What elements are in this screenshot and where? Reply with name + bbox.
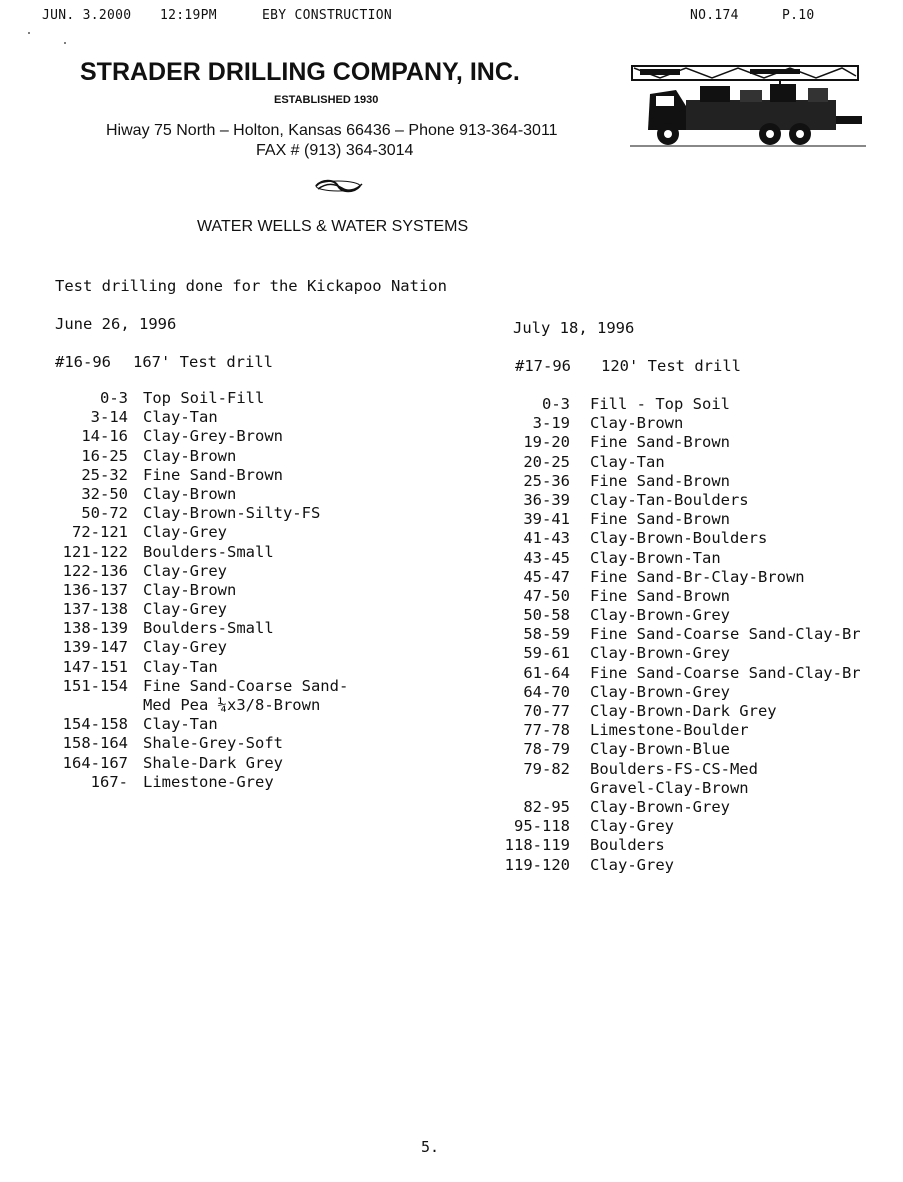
log-material: Clay-Grey: [590, 855, 674, 874]
log-material: Med Pea ¼x3/8-Brown: [143, 696, 321, 714]
log-depth: 25-36: [523, 471, 570, 490]
drilling-truck-icon: [630, 60, 866, 152]
log-depth: 72-121: [72, 523, 128, 542]
log-row: [498, 683, 861, 702]
log-row: [48, 408, 348, 427]
log-depth: 78-79: [523, 740, 570, 759]
log-row: [498, 606, 861, 625]
log-row: [498, 798, 861, 817]
log-material: Boulders-Small: [143, 619, 274, 638]
log-row: [498, 587, 861, 606]
log-material: Clay-Brown-Grey: [590, 682, 730, 701]
log-depth: 139-147: [62, 638, 128, 657]
log-row: [48, 619, 348, 638]
log-depth: 59-61: [523, 644, 570, 663]
log-material: Fine Sand-Brown: [590, 510, 730, 529]
log-material: Clay-Brown: [143, 484, 237, 503]
page-number: 5.: [421, 1138, 440, 1156]
log-material: Limestone-Boulder: [590, 721, 749, 740]
log-material: Fine Sand-Br-Clay-Brown: [590, 567, 805, 586]
log-row: [498, 529, 861, 548]
log-depth: 95-118: [514, 817, 570, 836]
log-depth: [498, 779, 570, 798]
log-depth: 25-32: [81, 465, 128, 484]
log-row: [48, 562, 348, 581]
log-depth: 136-137: [62, 580, 128, 599]
company-tagline: WATER WELLS & WATER SYSTEMS: [197, 218, 469, 235]
log-material: Clay-Tan: [143, 715, 218, 734]
log-row: [498, 740, 861, 759]
log-material: Shale-Grey-Soft: [143, 734, 283, 753]
log-depth: 164-167: [62, 753, 128, 772]
log-depth: 0-3: [542, 395, 570, 413]
log-material: Clay-Grey: [143, 600, 227, 619]
fax-sender: EBY CONSTRUCTION: [262, 8, 393, 23]
company-name: STRADER DRILLING COMPANY, INC.: [80, 58, 520, 86]
log-row: [498, 702, 861, 721]
log-depth: 3-19: [532, 414, 570, 433]
log-depth: 167-: [90, 772, 128, 791]
log-row: [498, 453, 861, 472]
log-material: Clay-Brown-Silty-FS: [143, 504, 321, 523]
log-row: [498, 472, 861, 491]
log-row: [48, 466, 348, 485]
log-depth: 47-50: [523, 586, 570, 605]
log-depth: 0-3: [100, 389, 128, 407]
ornament-icon: [312, 178, 364, 194]
log-depth: 77-78: [523, 721, 570, 740]
log-material: Clay-Grey: [590, 817, 674, 836]
log-depth: 138-139: [62, 619, 128, 638]
drill-description: 120' Test drill: [601, 357, 741, 375]
fax-page: P.10: [782, 8, 815, 23]
scan-speck: [64, 42, 66, 44]
log-material: Clay-Brown: [590, 414, 684, 433]
log-depth: 121-122: [62, 542, 128, 561]
log-material: Clay-Grey: [143, 523, 227, 542]
log-material: Boulders-FS-CS-Med: [590, 759, 758, 778]
log-row: [48, 543, 348, 562]
log-depth: 50-72: [81, 504, 128, 523]
log-material: Fine Sand-Brown: [590, 586, 730, 605]
log-row: [498, 664, 861, 683]
log-material: Boulders: [590, 836, 665, 855]
log-row: [498, 856, 861, 875]
log-row: [498, 568, 861, 587]
log-material: Clay-Brown-Grey: [590, 606, 730, 625]
log-row: [498, 721, 861, 740]
established-line: ESTABLISHED 1930: [274, 94, 379, 106]
log-depth: 70-77: [523, 702, 570, 720]
log-depth: 118-119: [504, 836, 570, 855]
log-material: Clay-Brown-Dark Grey: [590, 702, 777, 720]
log-material: Top Soil-Fill: [143, 389, 265, 407]
log-depth: 61-64: [523, 663, 570, 682]
log-row: [498, 433, 861, 452]
log-material: Clay-Brown-Grey: [590, 797, 730, 816]
log-material: Clay-Tan: [143, 408, 218, 427]
log-material: Clay-Tan: [590, 452, 665, 471]
log-row: [48, 523, 348, 542]
log-row: [498, 414, 861, 433]
log-row: [48, 696, 348, 715]
log-material: Fine Sand-Brown: [590, 471, 730, 490]
log-row: [498, 549, 861, 568]
log-material: Clay-Grey: [143, 561, 227, 580]
company-fax: FAX # (913) 364-3014: [256, 142, 414, 159]
log-material: Clay-Tan-Boulders: [590, 490, 749, 509]
log-depth: 154-158: [62, 715, 128, 734]
log-row: [48, 447, 348, 466]
log-depth: 64-70: [523, 682, 570, 701]
fax-time: 12:19PM: [160, 8, 217, 23]
log-depth: 20-25: [523, 452, 570, 471]
log-depth: 43-45: [523, 548, 570, 567]
log-depth: 151-154: [62, 676, 128, 695]
log-row: [48, 427, 348, 446]
log-row: [498, 510, 861, 529]
log-depth: 158-164: [62, 734, 128, 753]
drill-description: 167' Test drill: [133, 353, 273, 371]
log-row: [498, 491, 861, 510]
log-row: [48, 773, 348, 792]
log-depth: 137-138: [62, 600, 128, 619]
drill-id: #16-96: [55, 353, 111, 371]
log-material: Gravel-Clay-Brown: [590, 778, 749, 797]
log-depth: 32-50: [81, 484, 128, 503]
log-row: [48, 715, 348, 734]
log-depth: 119-120: [504, 855, 570, 874]
drill-date: July 18, 1996: [513, 319, 635, 337]
log-depth: 82-95: [523, 797, 570, 816]
log-depth: 79-82: [523, 759, 570, 778]
log-row: [48, 658, 348, 677]
log-depth: 14-16: [81, 427, 128, 446]
log-row: [48, 485, 348, 504]
log-row: [48, 600, 348, 619]
log-depth: 58-59: [523, 625, 570, 644]
log-row: [498, 779, 861, 798]
log-material: Fine Sand-Brown: [143, 465, 283, 484]
log-depth: 19-20: [523, 433, 570, 452]
log-depth: [48, 696, 128, 715]
log-material: Boulders-Small: [143, 542, 274, 561]
log-depth: 50-58: [523, 606, 570, 625]
log-row: [48, 734, 348, 753]
log-material: Fine Sand-Coarse Sand-Clay-Br: [590, 625, 861, 644]
log-row: [498, 817, 861, 836]
log-material: Clay-Grey-Brown: [143, 427, 283, 446]
log-row: [498, 625, 861, 644]
log-material: Clay-Brown-Blue: [590, 740, 730, 759]
intro-line: Test drilling done for the Kickapoo Nation: [55, 277, 447, 295]
log-depth: 122-136: [62, 561, 128, 580]
log-material: Fine Sand-Coarse Sand-Clay-Br: [590, 663, 861, 682]
log-row: [48, 504, 348, 523]
log-material: Fine Sand-Coarse Sand-: [143, 676, 349, 695]
log-depth: 36-39: [523, 490, 570, 509]
log-material: Clay-Grey: [143, 638, 227, 657]
log-material: Limestone-Grey: [143, 772, 274, 791]
log-depth: 3-14: [90, 408, 128, 427]
log-row: [498, 395, 861, 414]
log-row: [498, 760, 861, 779]
log-depth: 45-47: [523, 567, 570, 586]
drill-date: June 26, 1996: [55, 315, 177, 333]
log-row: [48, 754, 348, 773]
log-depth: 147-151: [62, 657, 128, 676]
log-depth: 41-43: [523, 529, 570, 548]
drill-log-table: [498, 395, 861, 875]
log-row: [48, 638, 348, 657]
log-row: [498, 644, 861, 663]
log-material: Fill - Top Soil: [590, 395, 730, 413]
log-depth: 16-25: [81, 446, 128, 465]
log-material: Clay-Brown: [143, 580, 237, 599]
log-depth: 39-41: [523, 510, 570, 529]
log-material: Clay-Brown-Tan: [590, 548, 721, 567]
log-row: [498, 836, 861, 855]
log-material: Clay-Brown-Boulders: [590, 529, 768, 548]
log-row: [48, 389, 348, 408]
log-material: Clay-Brown: [143, 446, 237, 465]
fax-number: NO.174: [690, 8, 739, 23]
log-row: [48, 581, 348, 600]
company-address: Hiway 75 North – Holton, Kansas 66436 – Phone 913-364-3011: [106, 122, 558, 139]
log-row: [48, 677, 348, 696]
drill-id: #17-96: [515, 357, 571, 375]
log-material: Shale-Dark Grey: [143, 753, 283, 772]
scan-speck: [28, 32, 30, 34]
fax-date: JUN. 3.2000: [42, 8, 132, 23]
drill-log-table: [48, 389, 348, 792]
log-material: Clay-Brown-Grey: [590, 644, 730, 663]
log-material: Fine Sand-Brown: [590, 433, 730, 452]
log-material: Clay-Tan: [143, 657, 218, 676]
